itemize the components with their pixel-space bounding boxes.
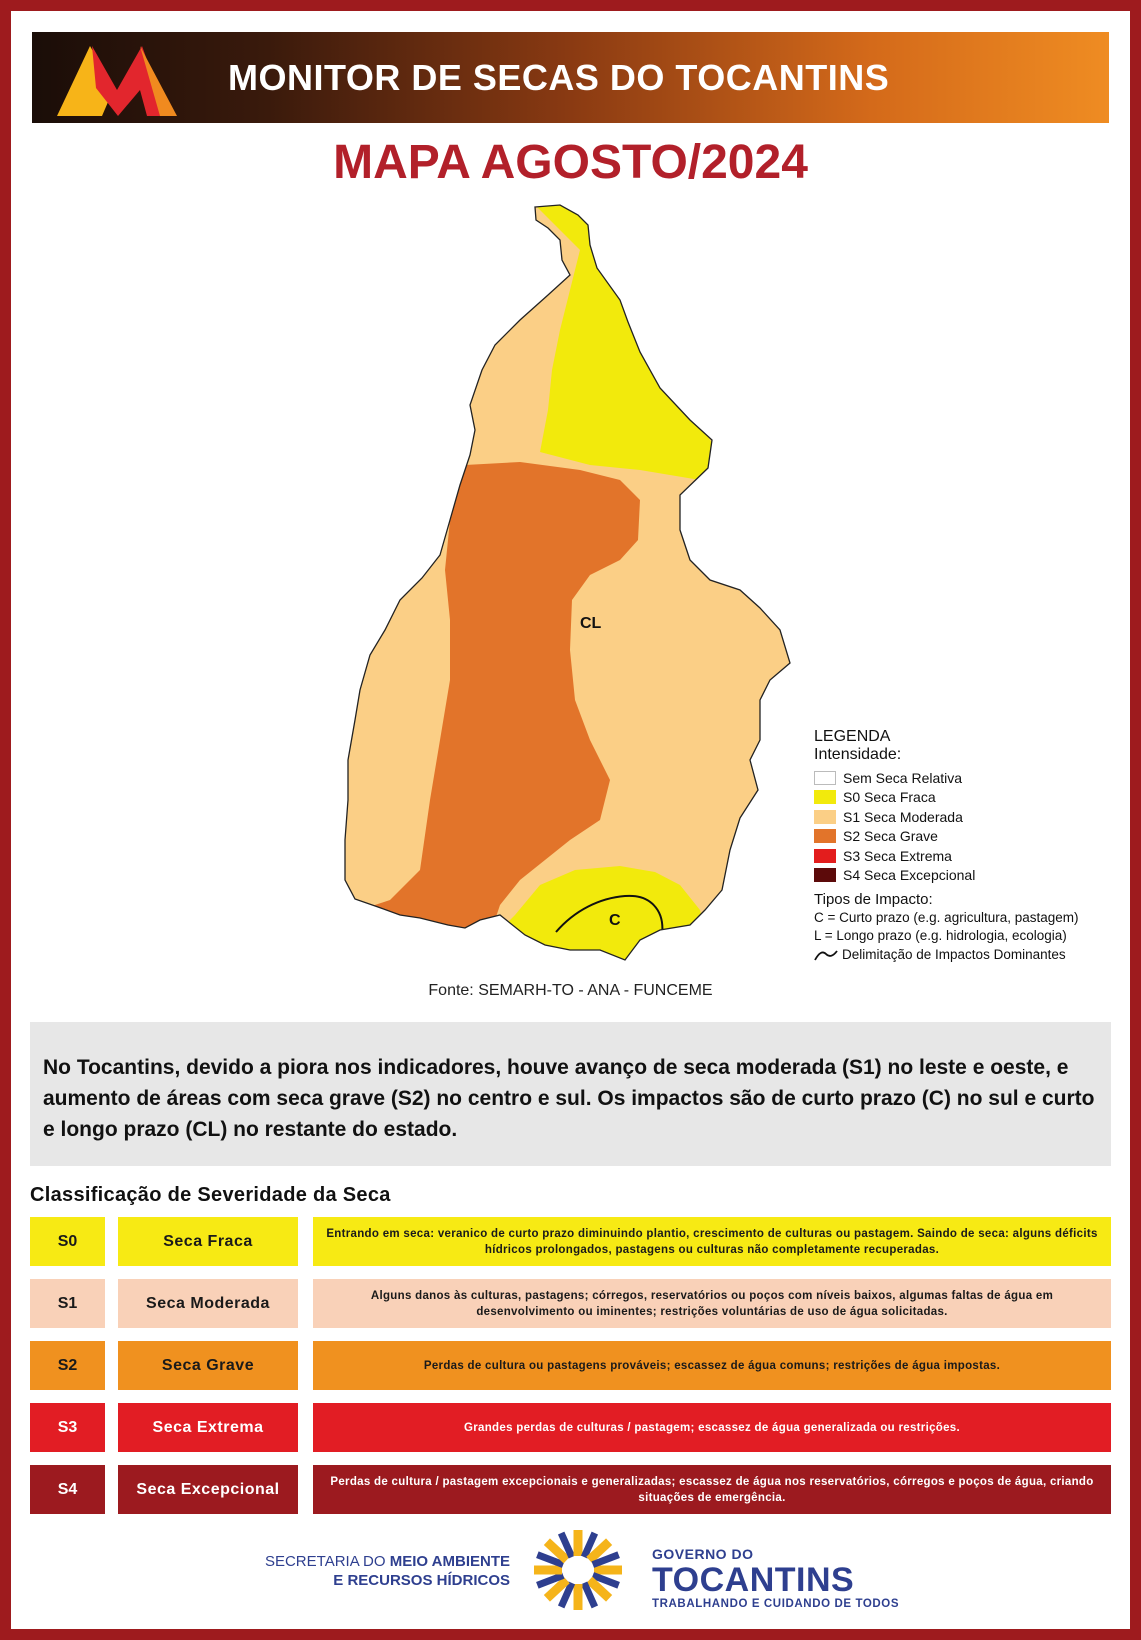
secretaria-line1-plain: SECRETARIA DO xyxy=(264,1553,390,1570)
severity-name: Seca Extrema xyxy=(118,1403,298,1452)
legend-swatch xyxy=(814,868,836,882)
legend-item xyxy=(814,768,1114,788)
monitor-logo xyxy=(52,38,182,118)
severity-code: S1 xyxy=(30,1279,105,1328)
severity-description: Perdas de cultura / pastagem excepcionais e generalizadas; escassez de água nos reservatórios, córregos e poços de água, criando situações de emergência. xyxy=(313,1465,1111,1514)
governo-slogan-plain: TRABALHANDO E CUIDANDO DE xyxy=(652,1598,856,1610)
legend-item-label: Sem Seca Relativa xyxy=(843,769,963,786)
legend-item-label: S1 Seca Moderada xyxy=(843,808,963,825)
header-banner xyxy=(32,32,1109,123)
legend-item xyxy=(814,846,1114,866)
legend-item xyxy=(814,807,1114,827)
severity-row xyxy=(30,1279,1111,1328)
severity-code: S2 xyxy=(30,1341,105,1390)
governo-top: GOVERNO DO xyxy=(652,1546,754,1562)
header-title: MONITOR DE SECAS DO TOCANTINS xyxy=(228,57,890,98)
drought-map xyxy=(330,195,810,975)
legend-impact-l: L = Longo prazo (e.g. hidrologia, ecologia) xyxy=(814,928,1067,943)
severity-code: S3 xyxy=(30,1403,105,1452)
legend-items xyxy=(814,768,1114,885)
severity-name: Seca Moderada xyxy=(118,1279,298,1328)
severity-code: S0 xyxy=(30,1217,105,1266)
map-label-c: C xyxy=(609,912,621,929)
severity-description: Entrando em seca: veranico de curto prazo diminuindo plantio, crescimento de culturas ou pastagem. Saindo de seca: alguns déficits hídricos prolongados, pastagens ou culturas não completamente recuperadas. xyxy=(313,1217,1111,1266)
classification-title: Classificação de Severidade da Seca xyxy=(30,1184,391,1206)
legend-swatch xyxy=(814,771,836,785)
governo-name: TOCANTINS xyxy=(652,1561,855,1599)
legend-impact-c: C = Curto prazo (e.g. agricultura, pastagem) xyxy=(814,910,1079,925)
legend-swatch xyxy=(814,790,836,804)
secretaria-line2: E RECURSOS HÍDRICOS xyxy=(333,1572,510,1589)
severity-description: Alguns danos às culturas, pastagens; córregos, reservatórios ou poços com níveis baixos, algumas faltas de água em desenvolvimento ou iminentes; restrições voluntárias de uso de água solicitadas. xyxy=(313,1279,1111,1328)
severity-code: S4 xyxy=(30,1465,105,1514)
legend-swatch xyxy=(814,829,836,843)
map-legend xyxy=(814,728,1114,965)
tocantins-sun-logo xyxy=(528,1525,628,1615)
governo-logo-text xyxy=(652,1546,899,1610)
secretaria-line1-bold: MEIO AMBIENTE xyxy=(389,1553,510,1570)
severity-row xyxy=(30,1341,1111,1390)
legend-item-label: S3 Seca Extrema xyxy=(843,847,952,864)
secretaria-logo-text xyxy=(200,1552,510,1590)
severity-description: Grandes perdas de culturas / pastagem; escassez de água generalizada ou restrições. xyxy=(313,1403,1111,1452)
legend-item-label: S0 Seca Fraca xyxy=(843,789,936,806)
legend-intensity-heading: Intensidade: xyxy=(814,746,902,763)
map-label-cl: CL xyxy=(580,615,602,632)
legend-item-label: S4 Seca Excepcional xyxy=(843,867,976,884)
legend-impact-line-row xyxy=(814,945,1114,965)
legend-swatch xyxy=(814,810,836,824)
severity-row xyxy=(30,1217,1111,1266)
boundary-line-icon xyxy=(814,948,838,962)
severity-row xyxy=(30,1465,1111,1514)
legend-swatch xyxy=(814,849,836,863)
severity-row xyxy=(30,1403,1111,1452)
legend-item xyxy=(814,866,1114,886)
legend-item xyxy=(814,827,1114,847)
legend-item xyxy=(814,788,1114,808)
severity-name: Seca Grave xyxy=(118,1341,298,1390)
legend-impact-line: Delimitação de Impactos Dominantes xyxy=(842,946,1066,962)
governo-slogan xyxy=(652,1598,899,1610)
severity-name: Seca Excepcional xyxy=(118,1465,298,1514)
severity-name: Seca Fraca xyxy=(118,1217,298,1266)
governo-slogan-bold: TODOS xyxy=(855,1598,900,1610)
map-source: Fonte: SEMARH-TO - ANA - FUNCEME xyxy=(428,982,713,999)
severity-description: Perdas de cultura ou pastagens prováveis; escassez de água comuns; restrições de água impostas. xyxy=(313,1341,1111,1390)
summary-text: No Tocantins, devido a piora nos indicadores, houve avanço de seca moderada (S1) no leste e oeste, e aumento de áreas com seca grave (S2) no centro e sul. Os impactos são de curto prazo (C) no sul e curto e longo prazo (CL) no restante do estado. xyxy=(30,1022,1111,1166)
legend-heading: LEGENDA xyxy=(814,728,891,745)
legend-impact-heading: Tipos de Impacto: xyxy=(814,891,933,908)
map-title: MAPA AGOSTO/2024 xyxy=(333,136,808,189)
legend-item-label: S2 Seca Grave xyxy=(843,828,938,845)
